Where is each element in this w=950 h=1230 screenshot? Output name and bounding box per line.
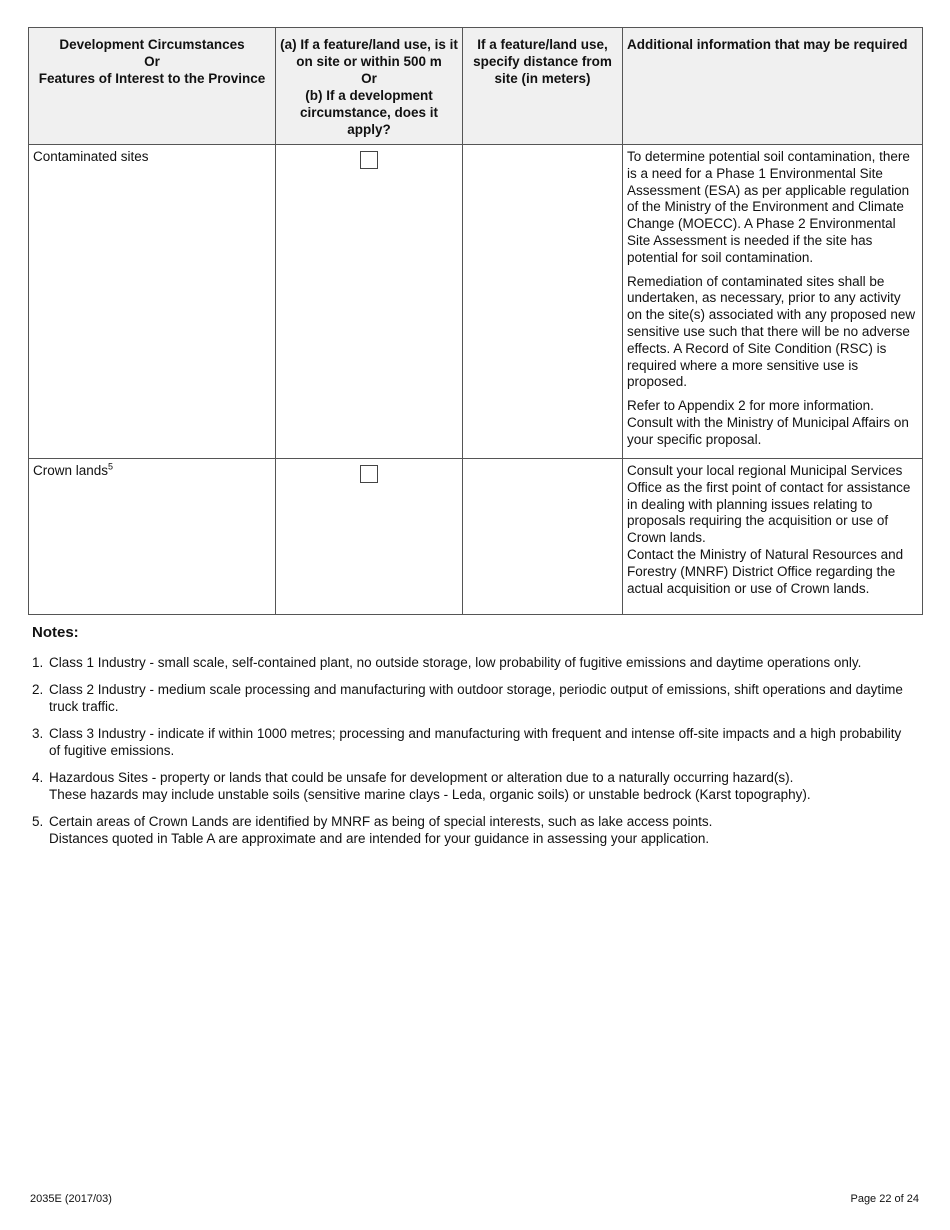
note-number: 5. bbox=[32, 814, 44, 829]
notes-section bbox=[32, 624, 912, 857]
note-item bbox=[32, 681, 912, 715]
note-line: Distances quoted in Table A are approximate and are intended for your guidance in assessing your application. bbox=[49, 831, 710, 846]
note-item bbox=[32, 654, 912, 671]
page-number: Page 22 of 24 bbox=[850, 1193, 919, 1205]
info-paragraph: To determine potential soil contamination, there is a need for a Phase 1 Environmental Site Assessment (ESA) as per applicable regulation of the Ministry of the Environment and Climate Change (MOECC). A Phase 2 Environmental Site Assessment is needed if the site has potential for soil contamination. bbox=[627, 149, 910, 265]
info-paragraph: Remediation of contaminated sites shall be undertaken, as necessary, prior to any activity on the site(s) associated with any proposed new sensitive use such that there will be no adverse effects. A Record of Site Condition (RSC) is required where a more sensitive use is proposed. bbox=[627, 273, 916, 390]
header-col1-line3: Features of Interest to the Province bbox=[38, 71, 266, 86]
header-col2-line1: (a) If a feature/land use, is it on site or within 500 m bbox=[280, 37, 458, 69]
header-col1-line1: Development Circumstances bbox=[59, 37, 245, 52]
applies-cell bbox=[276, 145, 463, 459]
note-item bbox=[32, 813, 912, 847]
note-text bbox=[49, 681, 912, 715]
note-line: Class 3 Industry - indicate if within 1000 metres; processing and manufacturing with frequent and intense off-site impacts and a high probability of fugitive emissions. bbox=[49, 726, 902, 758]
distance-cell[interactable] bbox=[463, 145, 623, 459]
header-col1-line2: Or bbox=[144, 54, 160, 69]
note-number: 3. bbox=[32, 726, 44, 741]
header-distance bbox=[463, 28, 623, 145]
feature-cell bbox=[29, 145, 276, 459]
feature-cell bbox=[29, 459, 276, 615]
table-header-row bbox=[29, 28, 923, 145]
header-col3-text: If a feature/land use, specify distance from site (in meters) bbox=[473, 37, 612, 86]
applies-cell bbox=[276, 459, 463, 615]
features-table bbox=[28, 27, 923, 615]
note-text bbox=[49, 725, 912, 759]
feature-label: Crown lands bbox=[33, 463, 109, 478]
info-paragraph: Consult your local regional Municipal Services Office as the first point of contact for assistance in dealing with planning issues relating to proposals requiring the acquisition or use of Crown lands. bbox=[627, 463, 911, 546]
distance-cell[interactable] bbox=[463, 459, 623, 615]
note-line: These hazards may include unstable soils (sensitive marine clays - Leda, organic soils) or unstable bedrock (Karst topography). bbox=[49, 787, 811, 802]
footnote-marker: 5 bbox=[108, 461, 114, 472]
header-development-circumstances bbox=[29, 28, 276, 145]
header-col2-line3: (b) If a development circumstance, does it apply? bbox=[299, 88, 439, 137]
header-col4-text: Additional information that may be required bbox=[627, 37, 908, 52]
contaminated-sites-checkbox[interactable] bbox=[360, 151, 378, 169]
header-on-site-or-applies bbox=[276, 28, 463, 145]
note-number: 4. bbox=[32, 770, 44, 785]
header-col2-line2: Or bbox=[361, 71, 377, 86]
notes-title: Notes: bbox=[32, 624, 79, 641]
note-text bbox=[49, 769, 912, 803]
note-number: 2. bbox=[32, 682, 44, 697]
note-item bbox=[32, 769, 912, 803]
crown-lands-checkbox[interactable] bbox=[360, 465, 378, 483]
notes-list bbox=[32, 654, 912, 847]
info-cell bbox=[623, 145, 923, 459]
info-paragraph: Refer to Appendix 2 for more information. Consult with the Ministry of Municipal Affairs on your specific proposal. bbox=[627, 398, 909, 447]
table-row-contaminated-sites bbox=[29, 145, 923, 459]
note-text bbox=[49, 654, 912, 671]
note-line: Certain areas of Crown Lands are identified by MNRF as being of special interests, such as lake access points. bbox=[49, 814, 713, 829]
info-cell bbox=[623, 459, 923, 615]
form-number: 2035E (2017/03) bbox=[30, 1193, 112, 1205]
note-line: Hazardous Sites - property or lands that could be unsafe for development or alteration due to a naturally occurring hazard(s). bbox=[49, 770, 794, 785]
info-paragraph: Contact the Ministry of Natural Resources and Forestry (MNRF) District Office regarding the actual acquisition or use of Crown lands. bbox=[627, 546, 904, 596]
note-line: Class 1 Industry - small scale, self-contained plant, no outside storage, low probability of fugitive emissions and daytime operations only. bbox=[49, 655, 862, 670]
feature-label: Contaminated sites bbox=[33, 149, 149, 164]
note-text bbox=[49, 813, 912, 847]
table-row-crown-lands bbox=[29, 459, 923, 615]
note-line: Class 2 Industry - medium scale processing and manufacturing with outdoor storage, periodic output of emissions, shift operations and daytime truck traffic. bbox=[49, 682, 903, 714]
note-item bbox=[32, 725, 912, 759]
note-number: 1. bbox=[32, 655, 44, 670]
header-additional-information bbox=[623, 28, 923, 145]
